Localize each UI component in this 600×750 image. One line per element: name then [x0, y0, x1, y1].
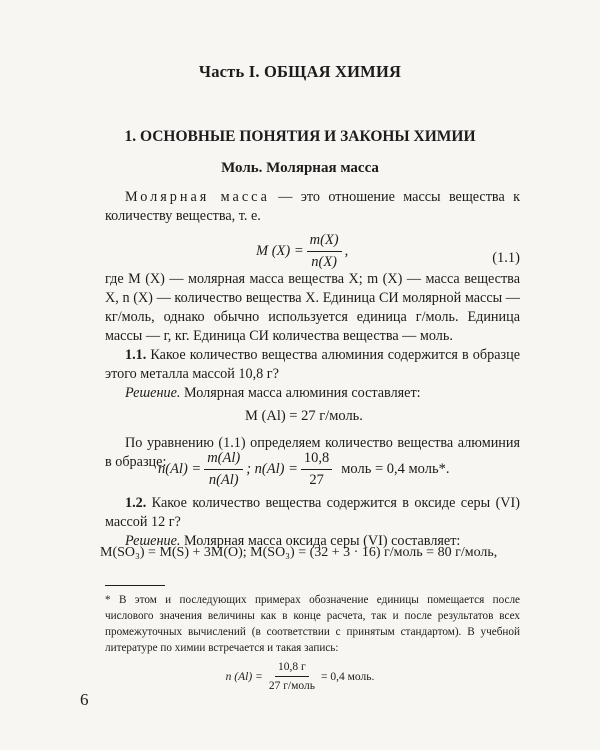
formula-fraction	[307, 232, 342, 271]
calc-lhs: n(Al) =	[158, 461, 202, 477]
formula-tail: ,	[344, 243, 349, 259]
calc-den-2: 27	[309, 472, 324, 488]
section-title: 1. ОСНОВНЫЕ ПОНЯТИЯ И ЗАКОНЫ ХИМИИ	[124, 128, 476, 145]
problem-1-number: 1.1.	[125, 347, 147, 363]
molar-mass-al: M (Al) = 27 г/моль.	[245, 408, 363, 424]
formula-numerator: m(X)	[307, 232, 342, 252]
footnote-tail: = 0,4 моль.	[320, 670, 375, 683]
part-title: Часть I. ОБЩАЯ ХИМИЯ	[198, 62, 402, 81]
problem-2-text: Какое количество вещества содержится в оксиде серы (VI) массой 12 г?	[105, 495, 520, 530]
page-number: 6	[80, 690, 89, 709]
solution-label: Решение.	[125, 385, 181, 401]
calc-so3: M(SO₃) = M(S) + 3M(O); M(SO₃) = (32 + 3 · 16) г/моль = 80 г/моль,	[100, 545, 498, 560]
calc-num-1: m(Al)	[204, 450, 243, 470]
calc-mid: ; n(Al) =	[246, 461, 298, 477]
formula-lhs: M (X) =	[256, 243, 304, 259]
subsection-title: Моль. Молярная масса	[221, 160, 379, 176]
footnote-den: 27 г/моль	[268, 680, 315, 692]
term-molar-mass: Молярная масса	[125, 189, 270, 205]
definition-paragraph: где M (X) — молярная масса вещества X; m (X) — масса вещества X, n (X) — количество вещества X. Единица СИ молярной массы — кг/моль, однако обычно используется единица г/моль. Единица массы — г, кг. Единица СИ количества вещества — моль.	[105, 271, 520, 344]
problem-2	[105, 494, 520, 551]
solution-text-2: Молярная масса оксида серы (VI) составляет:	[180, 533, 461, 549]
intro-paragraph	[105, 188, 520, 226]
calc-den-1: n(Al)	[208, 472, 239, 488]
footnote-formula	[0, 660, 600, 693]
calc-fraction-2	[301, 450, 332, 489]
equation-number: (1.1)	[492, 250, 520, 266]
calc-num-2: 10,8	[301, 450, 332, 470]
calc-tail: моль = 0,4 моль*.	[341, 461, 450, 477]
calc-al	[158, 450, 449, 489]
solution-text: Молярная масса алюминия составляет:	[180, 385, 421, 401]
problem-1	[105, 346, 520, 403]
footnote-num: 10,8 г	[275, 660, 309, 677]
footnote-text: * В этом и последующих примерах обозначение единицы помещается после числового значения величины как в конце расчета, так и после результатов всех промежуточных вычислений (в соответствии с принятым стандартом). В учебной литературе по химии встречается и такая запись:	[105, 594, 520, 654]
problem-1-text: Какое количество вещества алюминия содержится в образце этого металла массой 10,8 г?	[105, 347, 520, 382]
intro-text: — это отношение массы вещества к количеству вещества, т. е.	[105, 189, 521, 224]
calc-fraction-1	[204, 450, 243, 489]
footnote-lhs: n (Al) =	[225, 670, 263, 683]
problem-2-number: 1.2.	[125, 495, 147, 511]
footnote-fraction	[266, 660, 318, 693]
formula-molar-mass	[256, 232, 348, 271]
step-text: По уравнению (1.1) определяем количество вещества алюминия в образце:	[105, 435, 520, 470]
formula-denominator: n(X)	[311, 254, 338, 270]
footnote-divider	[105, 585, 165, 586]
solution-label-2: Решение.	[125, 533, 181, 549]
